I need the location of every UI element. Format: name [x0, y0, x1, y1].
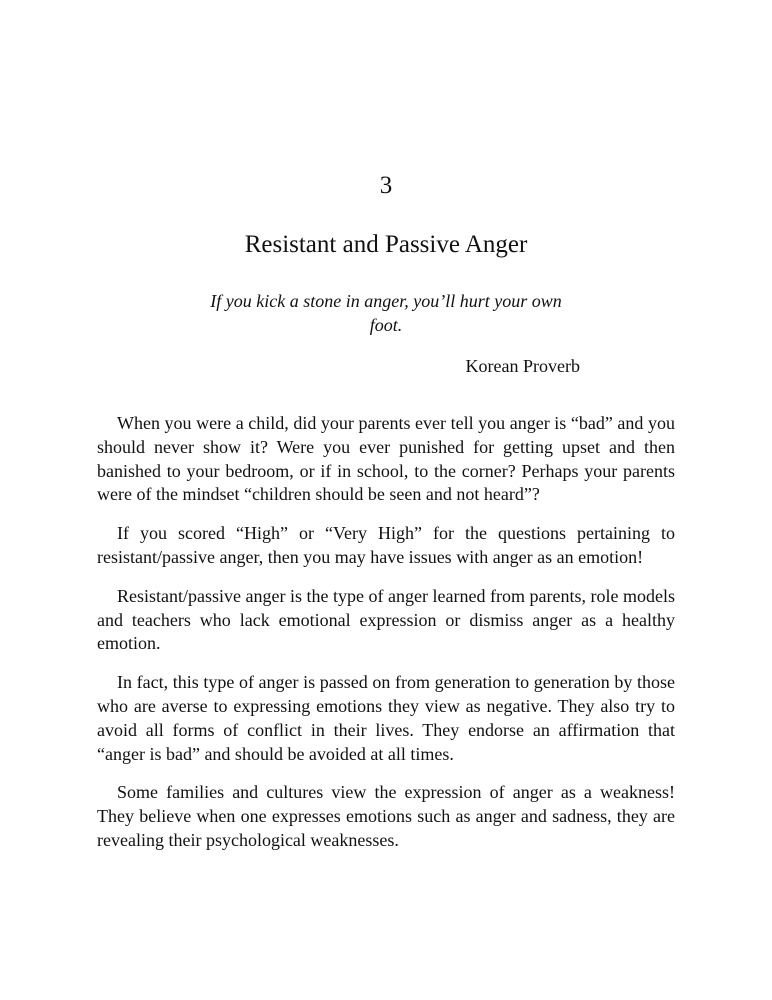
paragraph: Resistant/passive anger is the type of anger learned from parents, role models and teachers who lack emotional expression or dismiss anger as a healthy emotion.: [97, 585, 675, 654]
chapter-title: Resistant and Passive Anger: [244, 231, 528, 258]
chapter-number: 3: [379, 172, 393, 199]
chapter-body: [97, 412, 675, 868]
epigraph-quote: If you kick a stone in anger, you’ll hurt your own foot.: [210, 291, 562, 335]
paragraph: When you were a child, did your parents ever tell you anger is “bad” and you should never show it? Were you ever punished for getting upset and then banished to your bedroom, or if in school, to the corner? Perhaps your parents were of the mindset “children should be seen and not heard”?: [97, 413, 675, 505]
epigraph-attribution: Korean Proverb: [465, 356, 580, 376]
paragraph: If you scored “High” or “Very High” for the questions pertaining to resistant/passive anger, then you may have issues with anger as an emotion!: [97, 523, 675, 567]
paragraph: Some families and cultures view the expression of anger as a weakness! They believe when one expresses emotions such as anger and sadness, they are revealing their psychological weaknesses.: [97, 782, 675, 850]
paragraph: In fact, this type of anger is passed on from generation to generation by those who are averse to expressing emotions they view as negative. They also try to avoid all forms of conflict in their lives. They endorse an affirmation that “anger is bad” and should be avoided at all times.: [97, 672, 675, 764]
